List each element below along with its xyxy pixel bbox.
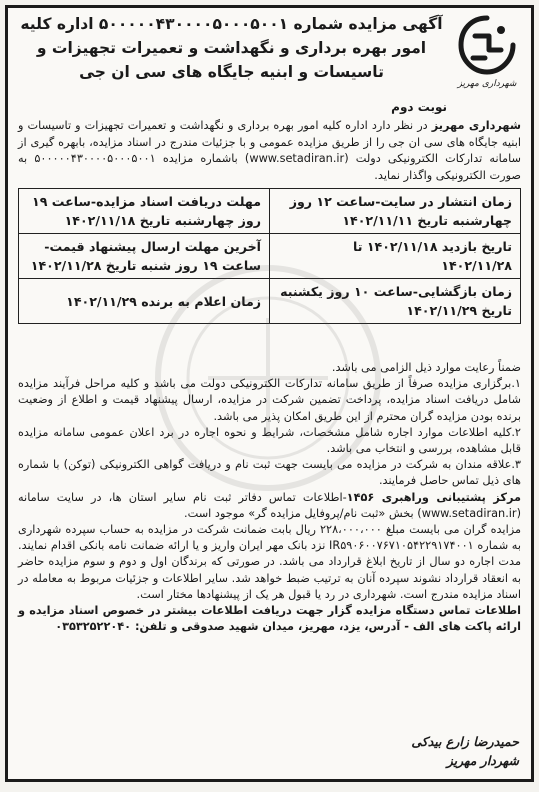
mehriz-logo-icon	[455, 14, 519, 78]
support-info	[18, 490, 521, 522]
schedule-cell: زمان بازگشایی-ساعت ۱۰ روز یکشنبه تاریخ ۱۴۰۲/۱۱/۲۹	[270, 279, 521, 324]
municipality-logo	[451, 14, 523, 100]
schedule-cell: مهلت دریافت اسناد مزایده-ساعت ۱۹ روز چهارشنبه تاریخ ۱۴۰۲/۱۱/۱۸	[19, 189, 270, 234]
notice-header	[8, 8, 531, 114]
organizer-name: شهرداری مهریز	[431, 119, 521, 132]
contact-info: اطلاعات تماس دستگاه مزایده گزار جهت دریافت اطلاعات بیشتر در خصوص اسناد مزایده و ارائه پاکت های الف - آدرس، یزد، مهریز، میدان شهید صدوقی و تلفن: ۰۳۵۳۲۵۲۲۰۴۰	[18, 604, 521, 634]
signer-role: شهردار مهریز	[446, 753, 519, 768]
deposit-paragraph: مزایده گران می بایست مبلغ ۲۲۸،۰۰۰،۰۰۰ ریال بابت ضمانت شرکت در مزایده به حساب سپرده شهرداری به شماره IR۵۹۰۶۰۰۷۶۷۱۰۵۴۲۲۹۱۷۴۰۰۱ نزد بانک مهر ایران واریز و یا ارائه ضمانت نامه بانکی اقدام نمایند. مدت اجاره دو سال از تاریخ ابلاغ قرارداد می باشد. در صورتی که برندگان اول و دوم و سوم مزایده حاضر به انعقاد قرارداد نشوند سپرده آنان به ترتیب ضبط خواهد شد. سایر اطلاعات و جزئیات مربوط به معامله در اسناد مزایده مندرج است. شهرداری در رد یا قبول هر یک از پیشنهادها مختار است.	[18, 523, 522, 601]
signer-name: حمیدرضا زارع بیدکی	[411, 734, 519, 749]
table-row	[19, 234, 521, 279]
schedule-cell: زمان انتشار در سایت-ساعت ۱۲ روز چهارشنبه تاریخ ۱۴۰۲/۱۱/۱۱	[270, 189, 521, 234]
schedule-cell: زمان اعلام به برنده ۱۴۰۲/۱۱/۲۹	[19, 279, 270, 324]
schedule-table	[18, 188, 521, 324]
conditions-section	[18, 360, 521, 635]
support-center-label: مرکز پشتیبانی وراهبری ۱۴۵۶	[346, 490, 521, 504]
notice-round: نوبت دوم	[391, 100, 447, 114]
schedule-cell: تاریخ بازدید ۱۴۰۲/۱۱/۱۸ تا ۱۴۰۲/۱۱/۲۸	[270, 234, 521, 279]
notice-title: آگهی مزایده شماره ۵۰۰۰۰۰۴۳۰۰۰۰۵۰۰۰۵۰۰۱ اداره کلیه امور بهره برداری و نگهداشت و تعمیرات تجهیزات و تاسیسات و ابنیه جایگاه های سی ان جی	[20, 15, 443, 81]
intro-paragraph	[18, 118, 521, 184]
condition-item-2: ۲.کلیه اطلاعات موارد اجاره شامل مشخصات، شرایط و نحوه اجاره در برد اعلان عمومی سامانه مزایده قابل مشاهده، بررسی و انتخاب می باشد.	[18, 425, 521, 456]
signature-block	[411, 732, 519, 770]
support-text: -اطلاعات تماس دفاتر ثبت نام سایر استان ها، در سایت سامانه (www.setadiran.ir) بخش «ثبت نام/پروفایل مزایده گر» موجود است.	[18, 490, 521, 520]
condition-item-1: ۱.برگزاری مزایده صرفاً از طریق سامانه تدارکات الکترونیکی دولت می باشد و کلیه مراحل فرآیند مزایده شامل دریافت اسناد مزایده، پرداخت تضمین شرکت در مزایده، ارسال پیشنهاد قیمت و اطلاع از وضعیت برنده بودن مزایده گران محترم از این طریق امکان پذیر می باشد.	[18, 377, 521, 423]
table-row	[19, 189, 521, 234]
conditions-note: ضمناً رعایت موارد ذیل الزامی می باشد.	[331, 361, 521, 374]
condition-item-3: ۳.علاقه مندان به شرکت در مزایده می بایست جهت ثبت نام و دریافت گواهی الکترونیکی (توکن) با شماره های ذیل تماس حاصل فرمایند.	[18, 458, 521, 488]
auction-notice	[5, 5, 534, 782]
table-row	[19, 279, 521, 324]
schedule-cell: آخرین مهلت ارسال پیشنهاد قیمت-ساعت ۱۹ روز شنبه تاریخ ۱۴۰۲/۱۱/۲۸	[19, 234, 270, 279]
intro-text: در نظر دارد اداره کلیه امور بهره برداری و نگهداشت و تعمیرات تجهیزات و تاسیسات و ابنیه جایگاه های سی ان جی را از طریق مزایده عمومی و با جزئیات مندرج در اسناد مزایده، بابهره گیری از سامانه تدارکات الکترونیکی دولت (www.setadiran.ir) باشماره مزایده ۵۰۰۰۰۰۴۳۰۰۰۰۵۰۰۰۵۰۰۱ به صورت الکترونیکی واگذار نماید.	[18, 119, 522, 182]
logo-caption: شهرداری مهریز	[457, 79, 517, 89]
